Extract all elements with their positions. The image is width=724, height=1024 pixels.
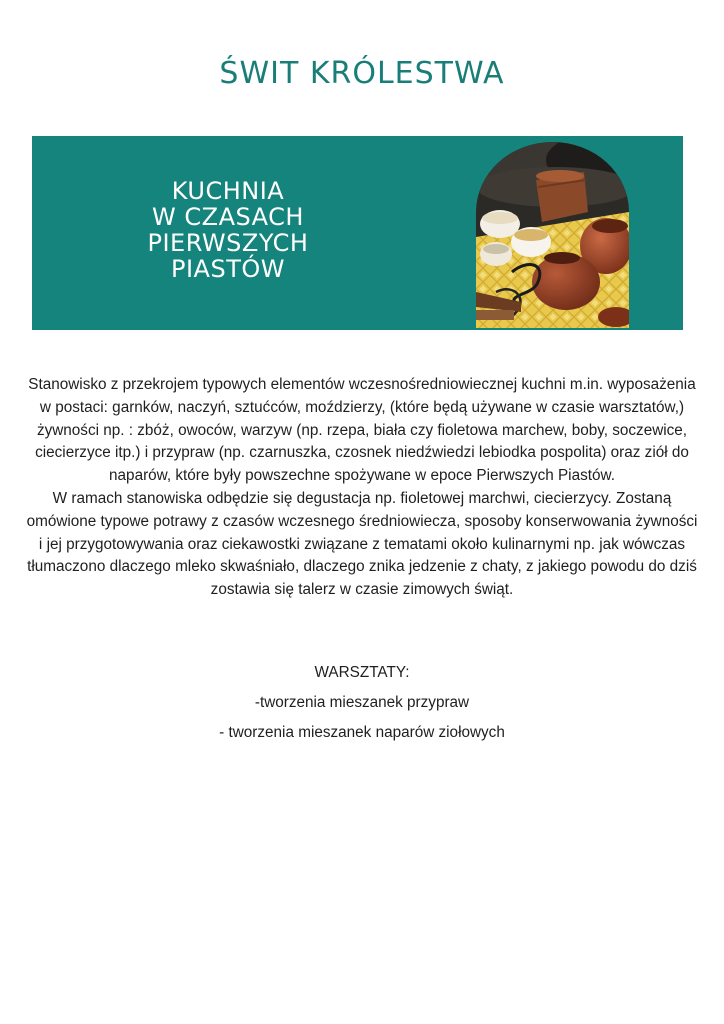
banner-heading-line: KUCHNIA xyxy=(171,177,285,205)
workshops-title: WARSZTATY: xyxy=(314,664,410,681)
kitchenware-photo-icon xyxy=(476,142,629,328)
list-item: -tworzenia mieszanek przypraw xyxy=(254,694,470,711)
banner-heading-line: PIASTÓW xyxy=(171,255,285,283)
banner-heading xyxy=(128,178,328,282)
description-paragraph: Stanowisko z przekrojem typowych elementów wczesnośredniowiecznej kuchni m.in. wyposażenia w postaci: garnków, naczyń, sztućców, moździerzy, (które będą używane w czasie warsztatów,) żywności np. : zbóż, owoców, warzyw (np. rzepa, biała czy fioletowa marchew, boby, soczewice, ciecierzyce itp.) i przypraw (np. czarnuszka, czosnek niedźwiedzi lebiodka pospolita) oraz ziół do naparów, które były powszechne spożywane w epoce Pierwszych Piastów. xyxy=(28,376,696,485)
description-paragraph: W ramach stanowiska odbędzie się degustacja np. fioletowej marchwi, ciecierzycy. Zostaną omówione typowe potrawy z czasów wczesnego średniowiecza, sposoby konserwowania żywności i jej przygotowywania oraz ciekawostki związane z tematami około kulinarnymi np. jak wówczas tłumaczono dlaczego mleko skwaśniało, dlaczego znika jedzenie z chaty, z jakiego powodu do dziś zostawia się talerz w czasie zimowych świąt. xyxy=(26,489,698,599)
banner-heading-line: W CZASACH xyxy=(152,203,304,231)
banner xyxy=(32,136,683,330)
banner-heading-line: PIERWSZYCH xyxy=(147,229,309,257)
workshops-section xyxy=(0,662,724,752)
list-item: - tworzenia mieszanek naparów ziołowych xyxy=(219,724,505,741)
description-text xyxy=(24,374,700,602)
page-title: ŚWIT KRÓLESTWA xyxy=(219,56,505,91)
workshops-list xyxy=(0,692,724,743)
